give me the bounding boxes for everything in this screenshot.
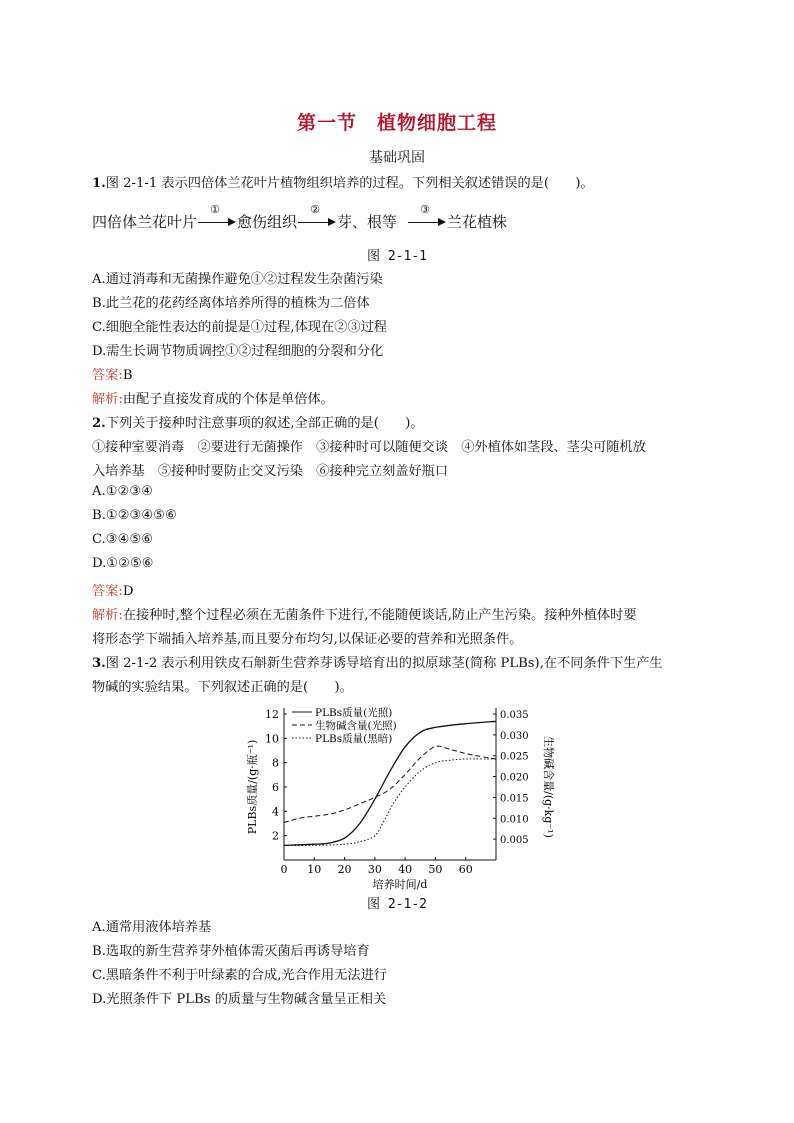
q2-stem <box>92 412 424 431</box>
y2-tick-label: 0.030 <box>500 730 529 742</box>
flow-node-plant: 兰花植株 <box>447 213 508 231</box>
q3-option-a: A.通常用液体培养基 <box>92 920 212 935</box>
y2-tick-label: 0.035 <box>500 710 529 721</box>
q1-option-d: D.需生长调节物质调控①②过程细胞的分裂和分化 <box>92 344 384 359</box>
q2-option-b: B.①②③④⑤⑥ <box>92 508 177 523</box>
flow-step-1: ① <box>210 203 220 216</box>
q2-explanation-line-2: 将形态学下端插入培养基,而且要分布均匀,以保证必要的营养和光照条件。 <box>92 632 523 647</box>
y-tick-label: 12 <box>265 708 279 721</box>
flow-arrow-1 <box>198 205 236 235</box>
x-tick-label: 20 <box>337 863 352 876</box>
q2-explanation-text-1: 在接种时,整个过程必须在无菌条件下进行,不能随便谈话,防止产生污染。接种外植体时要 <box>122 608 637 623</box>
page-title: 第一节 植物细胞工程 <box>296 112 497 134</box>
y-tick-label: 2 <box>272 829 279 843</box>
q3-stem-line-1 <box>92 652 663 671</box>
figure-2-1-2-chart <box>240 700 560 890</box>
flow-step-3: ③ <box>420 203 430 216</box>
flow-step-2: ② <box>310 203 320 216</box>
y2-tick-label: 0.010 <box>500 814 529 826</box>
x-tick-label: 60 <box>458 863 473 876</box>
q3-option-c: C.黑暗条件不利于叶绿素的合成,光合作用无法进行 <box>92 968 387 983</box>
q2-explanation-label: 解析: <box>92 608 123 623</box>
y-axis-title: PLBs质量/(g·瓶⁻¹) <box>246 739 259 835</box>
flow-node-buds: 芽、根等 <box>337 213 398 231</box>
legend-label-3: PLBs质量(黑暗) <box>315 733 393 745</box>
y2-tick-label: 0.025 <box>500 751 529 763</box>
figure-caption-2: 图 2-1-2 <box>367 897 427 912</box>
q1-stem <box>92 172 594 191</box>
q2-items-line-2: 入培养基 ⑤接种时要防止交叉污染 ⑥接种完立刻盖好瓶口 <box>92 464 449 479</box>
q2-option-a: A.①②③④ <box>92 484 154 499</box>
q3-stem-line-2: 物碱的实验结果。下列叙述正确的是( )。 <box>92 680 353 695</box>
y2-tick-label: 0.005 <box>500 835 529 847</box>
q1-option-b: B.此兰花的花药经离体培养所得的植株为二倍体 <box>92 296 370 311</box>
series-line-2 <box>284 746 496 822</box>
q2-items-line-1: ①接种室要消毒 ②要进行无菌操作 ③接种时可以随便交谈 ④外植体如茎段、茎尖可随机放 <box>92 440 646 455</box>
y-tick-label: 4 <box>272 805 279 819</box>
q1-number: 1. <box>92 176 106 191</box>
q1-explanation-text: 由配子直接发育成的个体是单倍体。 <box>122 392 334 407</box>
x-tick-label: 30 <box>367 863 382 876</box>
q2-answer <box>92 580 133 599</box>
q1-explanation <box>92 388 334 407</box>
y-tick-label: 8 <box>272 756 279 770</box>
x-axis-title: 培养时间/d <box>372 878 428 890</box>
q1-answer-label: 答案: <box>92 368 123 383</box>
flow-node-leaf: 四倍体兰花叶片 <box>92 213 198 231</box>
q2-answer-value: D <box>122 584 134 599</box>
q2-option-d: D.①②⑤⑥ <box>92 556 154 571</box>
q1-explanation-label: 解析: <box>92 392 123 407</box>
x-tick-label: 0 <box>280 863 288 876</box>
x-tick-label: 10 <box>307 863 322 876</box>
legend-label-2: 生物碱含量(光照) <box>315 720 397 732</box>
flow-arrow-2 <box>298 205 336 235</box>
x-tick-label: 50 <box>428 863 443 876</box>
q2-number: 2. <box>92 416 106 431</box>
y-tick-label: 10 <box>265 732 279 746</box>
q1-answer <box>92 364 133 383</box>
section-heading: 基础巩固 <box>369 150 425 166</box>
y2-axis-title: 生物碱含量/(g·kg⁻¹) <box>542 736 555 838</box>
y2-tick-label: 0.020 <box>500 772 529 784</box>
q2-option-c: C.③④⑤⑥ <box>92 532 154 547</box>
q2-stem-text: 下列关于接种时注意事项的叙述,全部正确的是( )。 <box>105 416 424 431</box>
q1-option-a: A.通过消毒和无菌操作避免①②过程发生杂菌污染 <box>92 272 383 287</box>
q3-option-b: B.选取的新生营养芽外植体需灭菌后再诱导培育 <box>92 944 370 959</box>
q1-option-c: C.细胞全能性表达的前提是①过程,体现在②③过程 <box>92 320 387 335</box>
q2-explanation-line-1 <box>92 604 637 623</box>
q1-stem-text: 图 2-1-1 表示四倍体兰花叶片植物组织培养的过程。下列相关叙述错误的是( )。 <box>105 176 594 191</box>
x-tick-label: 40 <box>398 863 413 876</box>
q2-answer-label: 答案: <box>92 584 123 599</box>
chart-legend <box>292 706 397 745</box>
q3-number: 3. <box>92 656 106 671</box>
q3-option-d: D.光照条件下 PLBs 的质量与生物碱含量呈正相关 <box>92 992 387 1007</box>
y2-tick-label: 0.015 <box>500 793 529 805</box>
legend-label-1: PLBs质量(光照) <box>315 707 393 719</box>
chart-axes <box>245 708 556 890</box>
flow-node-callus: 愈伤组织 <box>237 213 298 231</box>
figure-caption-1: 图 2-1-1 <box>367 249 427 264</box>
q3-stem-text-1: 图 2-1-2 表示利用铁皮石斛新生营养芽诱导培育出的拟原球茎(简称 PLBs),在不同条件下生产生 <box>105 656 663 671</box>
q1-answer-value: B <box>122 368 133 383</box>
flow-arrow-3 <box>408 205 446 235</box>
y-tick-label: 6 <box>272 781 279 794</box>
